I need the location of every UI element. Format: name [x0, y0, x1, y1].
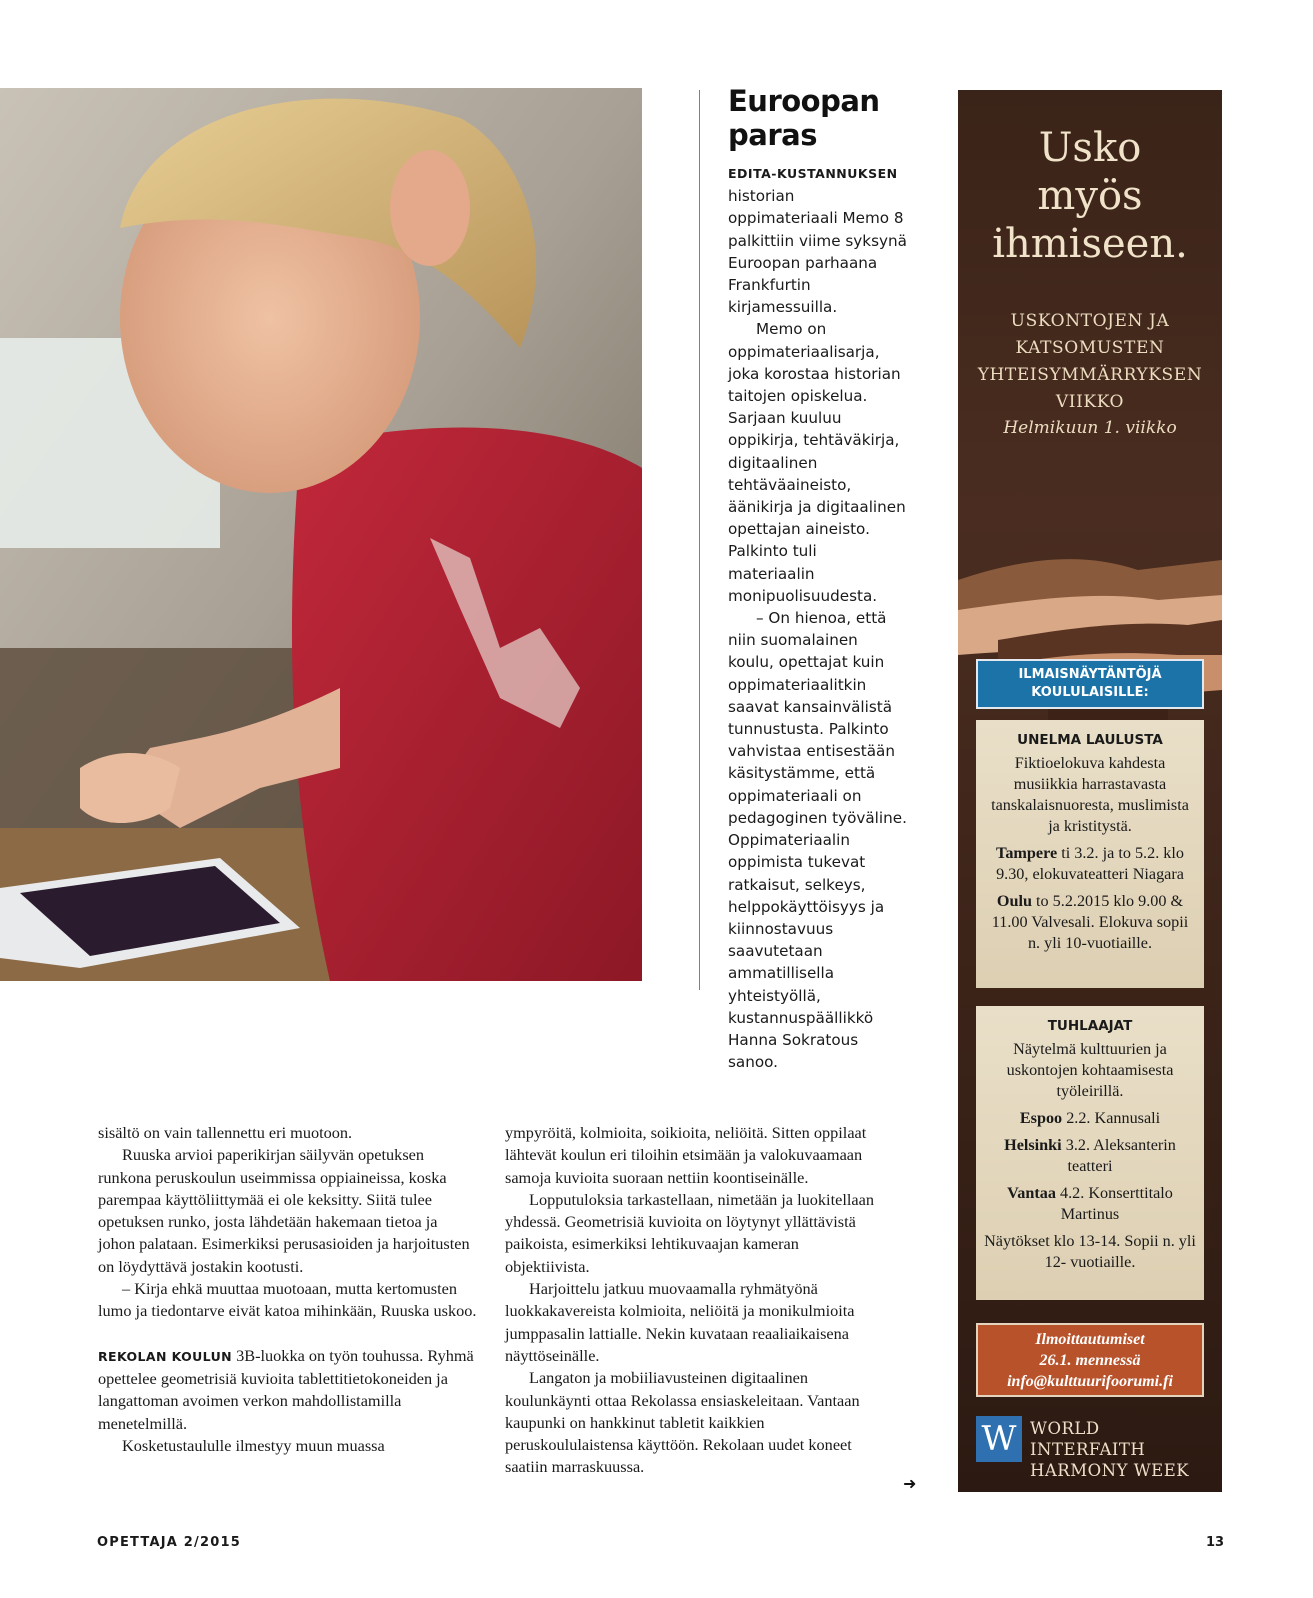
play-show-3 — [984, 1183, 1196, 1225]
ad-subtitle-line-1: USKONTOJEN JA — [1010, 311, 1170, 331]
col1-lead: REKOLAN KOULUN — [98, 1348, 232, 1364]
film-description: Fiktioelokuva kahdesta musiikkia harrastavasta tanskalaisnuoresta, muslimista ja kristitystä. — [991, 754, 1189, 835]
col2-paragraph-3: Harjoittelu jatkuu muovaamalla ryhmätyönä luokkakavereista kolmioita, neliöitä ja monikulmioita jumppasalin lattialle. Nekin kuvataan reaaliaikaisena näyttöseinälle. — [505, 1279, 855, 1365]
page-number: 13 — [1206, 1535, 1225, 1550]
play-city-3: Vantaa — [1007, 1184, 1056, 1202]
ad-headline-line-3: ihmiseen. — [992, 221, 1188, 267]
photo-boy-with-tablet — [0, 88, 642, 981]
body-column-2 — [505, 1122, 885, 1479]
film-city-2: Oulu — [996, 892, 1032, 910]
registration-email: info@kulttuurifoorumi.fi — [1007, 1373, 1173, 1390]
free-screenings-banner — [976, 659, 1204, 709]
banner-line-2: KOULULAISILLE: — [1031, 685, 1149, 700]
film-screening-1 — [984, 843, 1196, 885]
ad-headline-line-2: myös — [1037, 173, 1143, 219]
sidebar-paragraph-2: Memo on oppimateriaalisarja, joka korostaa historian taitojen opiskelua. Sarjaan kuuluu oppikirja, tehtäväkirja, digitaalinen tehtäväaineisto, äänikirja ja digitaalinen opettajan aineisto. Palkinto tuli materiaalin monipuolisuudesta. — [728, 320, 906, 605]
col1-paragraph-5: Kosketustaululle ilmestyy muun muassa — [122, 1435, 385, 1455]
play-times: Näytökset klo 13-14. Sopii n. yli 12- vuotiaille. — [984, 1232, 1196, 1271]
film-panel — [976, 720, 1204, 988]
ad-headline-line-1: Usko — [1038, 125, 1142, 171]
banner-line-1: ILMAISNÄYTÄNTÖJÄ — [1018, 667, 1162, 682]
col2-paragraph-4: Langaton ja mobiiliavusteinen digitaalinen koulunkäynti ottaa Rekolassa ensiaskeleitaan. Vantaan kaupunki on hankkinut tabletit kaikkien peruskoululaistensa käyttöön. Rekolaan uudet koneet saatiin marraskuussa. — [505, 1368, 860, 1477]
col2-paragraph-2: Lopputuloksia tarkastellaan, nimetään ja luokitellaan yhdessä. Geometrisiä kuvioita on löytynyt yllättävistä paikoista, esimerkiksi lehtikuvaajan kameran objektiivista. — [505, 1189, 874, 1276]
play-panel — [976, 1006, 1204, 1300]
film-city-2-details: to 5.2.2015 klo 9.00 & 11.00 Valvesali. Elokuva sopii n. yli 10-vuotiaille. — [991, 892, 1189, 952]
sidebar-article — [728, 84, 908, 1073]
logo-text — [1030, 1418, 1210, 1481]
play-city-3-details: 4.2. Konserttitalo Martinus — [1055, 1184, 1173, 1223]
sidebar-lead: EDITA-KUSTANNUKSEN — [728, 166, 898, 181]
sidebar-title: Euroopan paras — [728, 84, 880, 152]
play-city-1: Espoo — [1019, 1109, 1063, 1127]
ad-subtitle-line-2: KATSOMUSTEN — [1015, 338, 1165, 358]
photo-illustration — [0, 88, 642, 981]
continue-arrow-icon: ➜ — [903, 1474, 917, 1493]
play-description: Näytelmä kulttuurien ja uskontojen kohtaamisesta työleirillä. — [1006, 1040, 1174, 1100]
registration-box — [976, 1323, 1204, 1397]
play-city-2: Helsinki — [1004, 1136, 1062, 1154]
film-title: UNELMA LAULUSTA — [1017, 732, 1163, 748]
registration-line-1: Ilmoittautumiset — [1035, 1331, 1145, 1348]
col1-paragraph-3: – Kirja ehkä muuttaa muotoaan, mutta kertomusten lumo ja tiedontarve eivät katoa mihinkään, Ruuska uskoo. — [98, 1279, 477, 1321]
ad-headline — [958, 124, 1222, 268]
ad-subtitle — [958, 308, 1222, 416]
magazine-issue: OPETTAJA 2/2015 — [97, 1535, 241, 1550]
logo-text-line-1: WORLD INTERFAITH — [1030, 1419, 1146, 1459]
play-show-1 — [984, 1108, 1196, 1129]
col2-paragraph-1: ympyröitä, kolmioita, soikioita, neliöitä. Sitten oppilaat lähtevät koulun eri tiloihin etsimään ja valokuvaamaan samoja kuvioita suoraan nettiin koontiseinälle. — [505, 1123, 867, 1187]
world-interfaith-harmony-week-logo — [976, 1414, 1204, 1480]
ad-date: Helmikuun 1. viikko — [1003, 418, 1177, 438]
col1-p4-text: 3B-luokka on työn touhussa. Ryhmä opettelee geometrisiä kuvioita tablettitietokoneiden ja langattoman avoimen verkon mahdollistamilla menetelmillä. — [98, 1345, 474, 1433]
registration-deadline: 26.1. mennessä — [1039, 1352, 1141, 1369]
body-column-1 — [98, 1122, 478, 1457]
column-rule — [699, 90, 700, 990]
film-city-1: Tampere — [996, 844, 1058, 862]
play-city-2-details: 3.2. Aleksanterin teatteri — [1061, 1136, 1176, 1175]
sidebar-p1-text: historian oppimateriaali Memo 8 palkittiin viime syksynä Euroopan parhaana Frankfurtin kirjamessuilla. — [728, 187, 907, 317]
play-title: TUHLAAJAT — [1047, 1018, 1133, 1034]
logo-text-line-2: HARMONY WEEK — [1030, 1461, 1190, 1480]
ad-subtitle-line-3: YHTEISYMMÄRRYKSEN — [977, 365, 1203, 385]
col1-paragraph-1: sisältö on vain tallennettu eri muotoon. — [98, 1123, 353, 1142]
film-city-1-details: ti 3.2. ja to 5.2. klo 9.30, elokuvateatteri Niagara — [996, 844, 1184, 883]
play-show-2 — [984, 1135, 1196, 1177]
sidebar-paragraph-3: – On hienoa, että niin suomalainen koulu, opettajat kuin oppimateriaalitkin saavat kansainvälistä tunnustusta. Palkinto vahvistaa entisestään käsitystämme, että oppimateriaali on pedagoginen työväline. Oppimateriaalin oppimista tukevat ratkaisut, selkeys, helppokäyttöisyys ja kiinnostavuus saavutetaan ammatillisella yhteistyöllä, kustannuspäällikkö Hanna Sokratous sanoo. — [728, 609, 907, 1072]
advertisement-harmony-week — [958, 90, 1222, 1492]
col1-paragraph-2: Ruuska arvioi paperikirjan säilyvän opetuksen runkona peruskoulun useimmissa oppiaineissa, koska parempaa käyttöliittymää ei ole keksitty. Siitä tulee opetuksen runko, josta lähdetään hakemaan tietoa ja johon palataan. Esimerkiksi perusasioiden ja harjoitusten on löydyttävä jostakin kootusti. — [98, 1145, 470, 1276]
ad-subtitle-line-4: VIIKKO — [1055, 392, 1125, 412]
film-screening-2 — [984, 891, 1196, 954]
w-logo-icon: W — [976, 1416, 1022, 1462]
sidebar-paragraph-1 — [728, 162, 908, 318]
col1-paragraph-4 — [98, 1345, 478, 1435]
play-city-1-details: 2.2. Kannusali — [1062, 1109, 1161, 1127]
